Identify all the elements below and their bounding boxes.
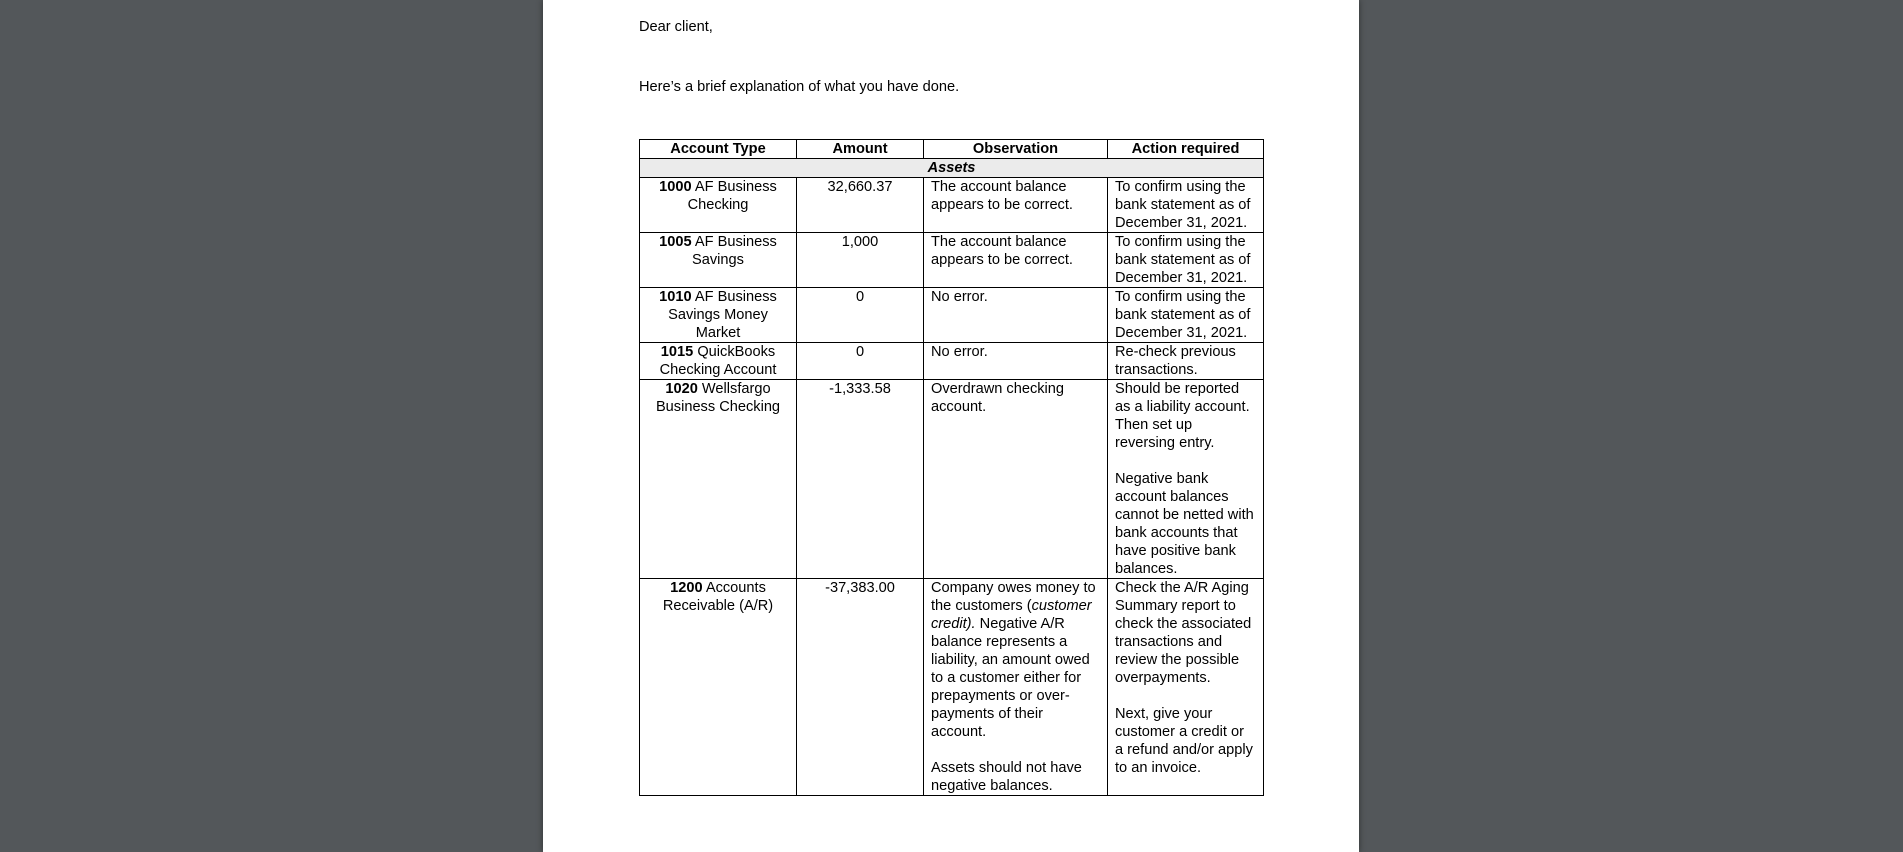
observation-cell — [924, 579, 1108, 796]
header-observation: Observation — [924, 140, 1108, 159]
account-cell — [640, 380, 797, 579]
account-name: Accounts Receivable (A/R) — [662, 580, 774, 614]
account-number: 1200 — [670, 580, 703, 596]
account-number: 1000 — [659, 179, 692, 195]
amount-cell: -1,333.58 — [797, 380, 924, 579]
account-name: AF Business Checking — [687, 179, 777, 213]
account-number: 1020 — [665, 381, 698, 397]
table-header-row — [640, 140, 1264, 159]
account-cell — [640, 579, 797, 796]
observation-cell: The account balance appears to be correct. — [924, 178, 1108, 233]
account-cell — [640, 178, 797, 233]
action-paragraph: Check the A/R Aging Summary report to check the associated transactions and review the possible overpayments. — [1115, 580, 1252, 686]
account-name: AF Business Savings Money Market — [668, 289, 777, 341]
observation-text: Company owes money to the customers ( — [931, 580, 1096, 614]
document-page — [543, 0, 1359, 852]
observation-cell: The account balance appears to be correct. — [924, 233, 1108, 288]
accounts-table — [639, 139, 1264, 796]
account-cell — [640, 288, 797, 343]
account-number: 1005 — [659, 234, 692, 250]
observation-text: Negative A/R balance represents a liability, an amount owed to a customer either for prepayments or over-payments of their account. — [931, 616, 1090, 740]
action-paragraph: Should be reported as a liability account. Then set up reversing entry. — [1115, 381, 1250, 451]
account-number: 1015 — [660, 344, 694, 360]
section-row — [640, 159, 1264, 178]
amount-cell: 0 — [797, 343, 924, 380]
table-row — [640, 178, 1264, 233]
account-name: QuickBooks Checking Account — [659, 344, 777, 378]
account-cell — [640, 343, 797, 380]
header-amount: Amount — [797, 140, 924, 159]
amount-cell: 0 — [797, 288, 924, 343]
amount-cell: -37,383.00 — [797, 579, 924, 796]
observation-cell: No error. — [924, 288, 1108, 343]
header-action-required: Action required — [1108, 140, 1264, 159]
observation-cell: No error. — [924, 343, 1108, 380]
observation-italic: customer credit). — [931, 598, 1092, 632]
intro-text: Here’s a brief explanation of what you have done. — [639, 79, 960, 95]
action-cell: To confirm using the bank statement as of December 31, 2021. — [1108, 288, 1264, 343]
action-cell: Re-check previous transactions. — [1108, 343, 1264, 380]
account-name: Wellsfargo Business Checking — [655, 381, 781, 415]
observation-cell: Overdrawn checking account. — [924, 380, 1108, 579]
amount-cell: 1,000 — [797, 233, 924, 288]
action-cell — [1108, 380, 1264, 579]
greeting: Dear client, — [639, 19, 713, 35]
action-cell — [1108, 579, 1264, 796]
account-cell — [640, 233, 797, 288]
observation-paragraph: Assets should not have negative balances. — [931, 760, 1082, 794]
header-account-type: Account Type — [640, 140, 797, 159]
table-row — [640, 233, 1264, 288]
table-row — [640, 380, 1264, 579]
amount-cell: 32,660.37 — [797, 178, 924, 233]
account-name: AF Business Savings — [692, 234, 777, 268]
action-paragraph: Next, give your customer a credit or a refund and/or apply to an invoice. — [1115, 706, 1253, 776]
table-row — [640, 343, 1264, 380]
account-number: 1010 — [659, 289, 692, 305]
table-row — [640, 579, 1264, 796]
table-row — [640, 288, 1264, 343]
action-paragraph: Negative bank account balances cannot be netted with bank accounts that have positive bank balances. — [1115, 471, 1254, 577]
action-cell: To confirm using the bank statement as of December 31, 2021. — [1108, 233, 1264, 288]
action-cell: To confirm using the bank statement as of December 31, 2021. — [1108, 178, 1264, 233]
section-label: Assets — [640, 159, 1264, 178]
